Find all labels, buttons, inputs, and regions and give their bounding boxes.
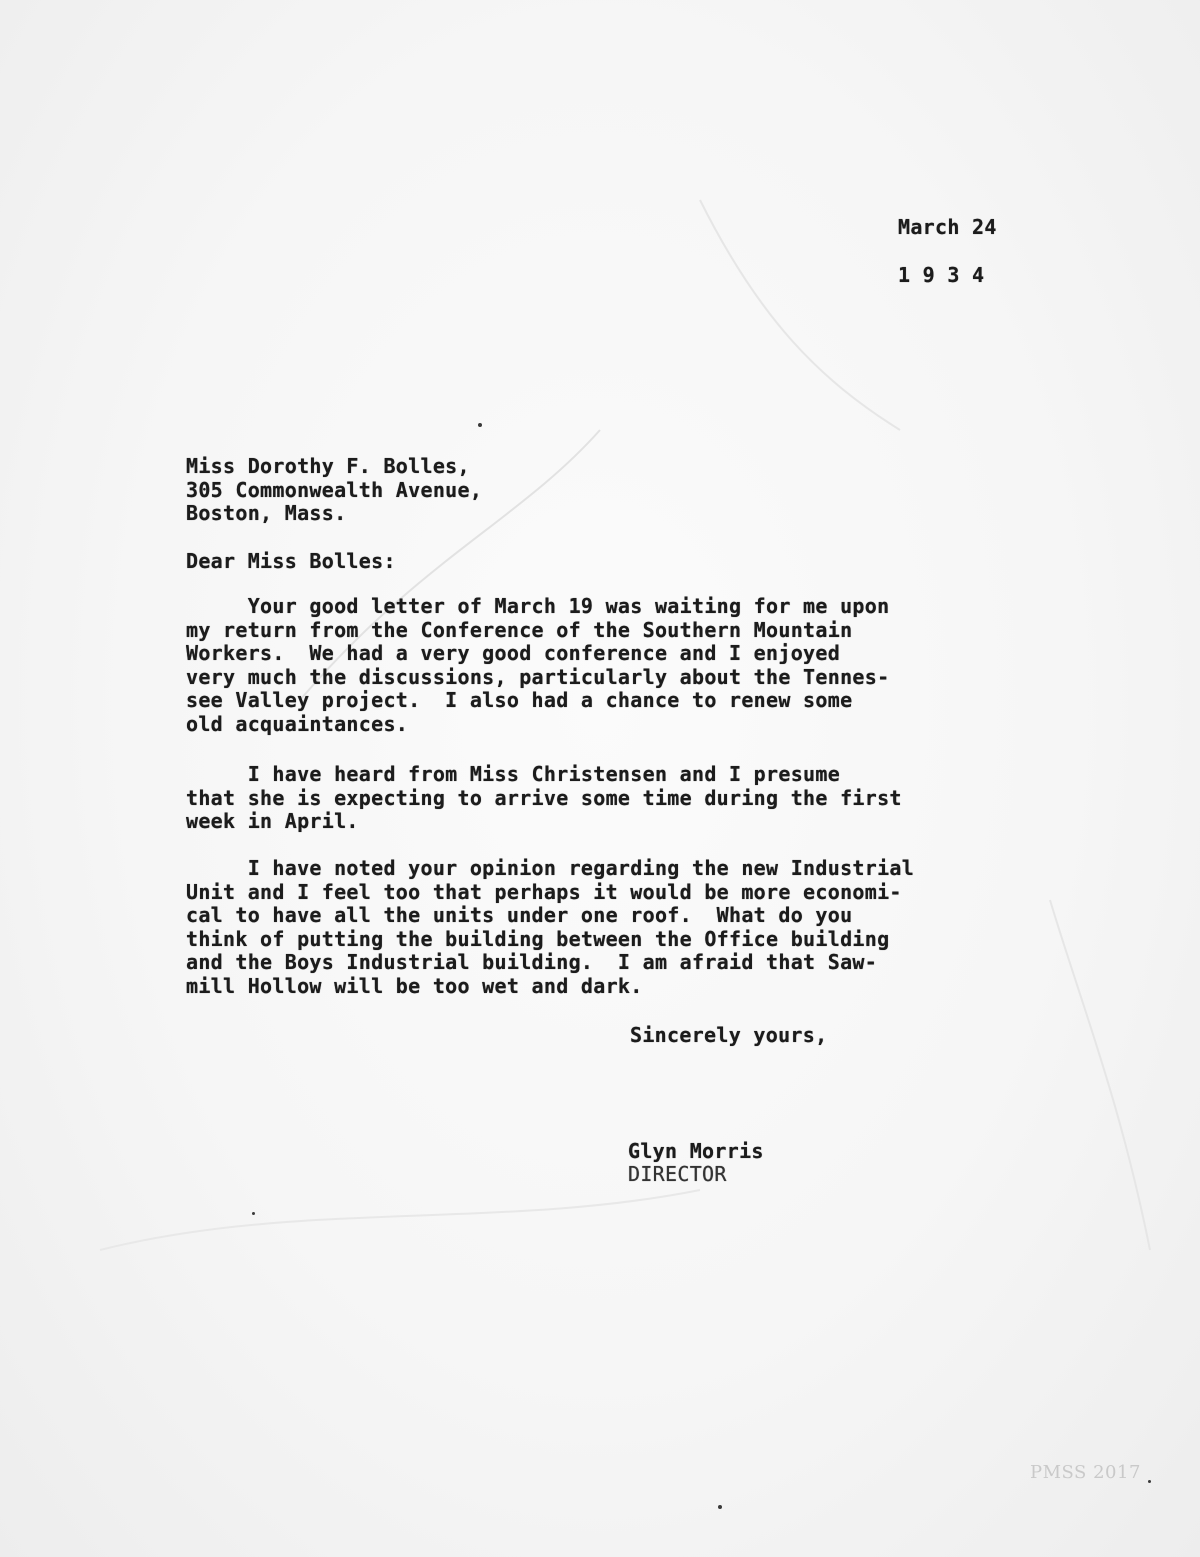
body-paragraph: Your good letter of March 19 was waiting for me upon my return from the Conference of the Southern Mountain Workers. We had a very good conference and I enjoyed very much the discussions, particularly about the Tennes- see Valley project. I also had a chance to renew some old acquaintances. <box>186 594 890 736</box>
paper-speck <box>718 1505 722 1509</box>
body-paragraph: I have heard from Miss Christensen and I presume that she is expecting to arrive some time during the first week in April. <box>186 762 902 833</box>
paper-speck <box>478 423 482 427</box>
paper-speck <box>1148 1480 1151 1483</box>
archive-watermark: PMSS 2017 <box>1030 1462 1141 1483</box>
letter-year: 1 9 3 4 <box>898 263 985 287</box>
closing: Sincerely yours, <box>630 1023 828 1047</box>
recipient-line: Miss Dorothy F. Bolles, <box>186 454 470 478</box>
signature-title: DIRECTOR <box>628 1162 727 1186</box>
salutation: Dear Miss Bolles: <box>186 549 396 573</box>
recipient-line: 305 Commonwealth Avenue, <box>186 477 483 502</box>
paper-speck <box>252 1212 255 1215</box>
body-paragraph: I have noted your opinion regarding the new Industrial Unit and I feel too that perhaps it would be more economi- cal to have all the units under one roof. What do you think of putting the building between the Office building and the Boys Industrial building. I am afraid that Saw- mill Hollow will be too wet and dark. <box>186 856 915 998</box>
recipient-line: Boston, Mass. <box>186 501 347 525</box>
recipient-address <box>186 455 482 526</box>
letter-date: March 24 <box>898 215 997 239</box>
signature-name: Glyn Morris <box>628 1139 764 1163</box>
